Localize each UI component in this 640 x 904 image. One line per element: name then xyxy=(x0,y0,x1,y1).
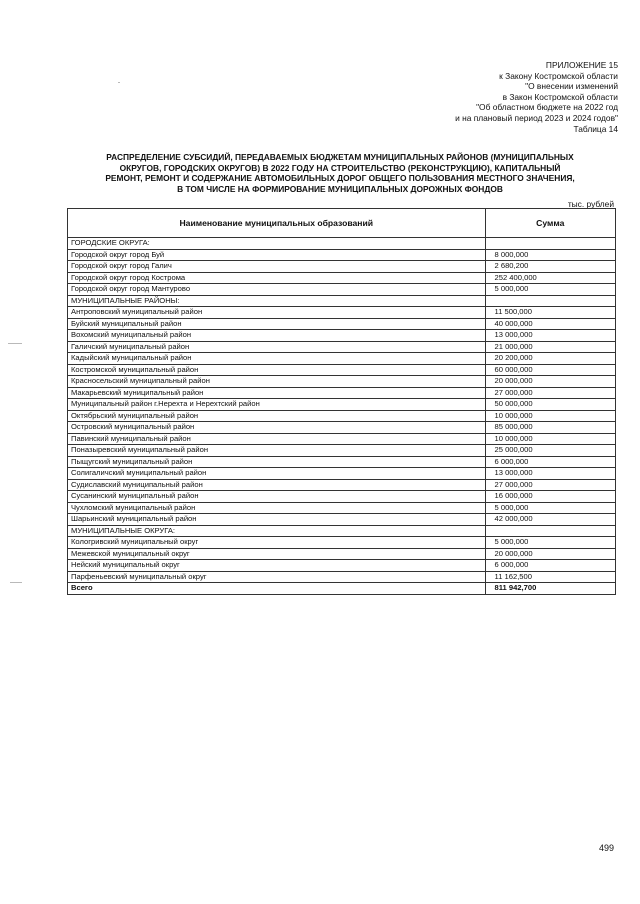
cell-sum: 27 000,000 xyxy=(485,479,615,491)
table-row xyxy=(68,514,616,526)
cell-sum: 27 000,000 xyxy=(485,387,615,399)
table-total-row xyxy=(68,583,616,595)
cell-sum: 5 000,000 xyxy=(485,284,615,296)
cell-name: Судиславский муниципальный район xyxy=(68,479,486,491)
cell-sum: 11 500,000 xyxy=(485,307,615,319)
cell-name: Кологривский муниципальный округ xyxy=(68,537,486,549)
appendix-line: ПРИЛОЖЕНИЕ 15 xyxy=(545,60,618,70)
table-section-row xyxy=(68,525,616,537)
table-row xyxy=(68,318,616,330)
cell-sum: 8 000,000 xyxy=(485,249,615,261)
cell-sum: 20 000,000 xyxy=(485,376,615,388)
table-row xyxy=(68,537,616,549)
scan-speck xyxy=(8,343,22,344)
table-row xyxy=(68,456,616,468)
cell-sum: 11 162,500 xyxy=(485,571,615,583)
cell-name: МУНИЦИПАЛЬНЫЕ ОКРУГА: xyxy=(68,525,486,537)
table-section-row xyxy=(68,295,616,307)
cell-name: Городской округ город Галич xyxy=(68,261,486,273)
page-number: 499 xyxy=(598,843,614,853)
table-row xyxy=(68,433,616,445)
title-line: ОКРУГОВ, ГОРОДСКИХ ОКРУГОВ) В 2022 ГОДУ НА СТРОИТЕЛЬСТВО (РЕКОНСТРУКЦИЮ), КАПИТАЛЬНЫЙ xyxy=(119,162,561,173)
table-section-row xyxy=(68,238,616,250)
table-row xyxy=(68,249,616,261)
appendix-line: к Закону Костромской области xyxy=(499,70,618,81)
table-row xyxy=(68,548,616,560)
table-row xyxy=(68,272,616,284)
cell-name: Антроповский муниципальный район xyxy=(68,307,486,319)
cell-name: Нейский муниципальный округ xyxy=(68,560,486,572)
units-label: тыс. рублей xyxy=(567,199,614,209)
cell-name: Поназыревский муниципальный район xyxy=(68,445,486,457)
table-row xyxy=(68,571,616,583)
table-row xyxy=(68,387,616,399)
table-row xyxy=(68,410,616,422)
appendix-line: "О внесении изменений xyxy=(525,81,618,92)
cell-name: Городской округ город Кострома xyxy=(68,272,486,284)
column-header-sum: Сумма xyxy=(485,209,615,238)
appendix-line: "Об областном бюджете на 2022 год xyxy=(476,102,618,113)
cell-sum: 13 000,000 xyxy=(485,330,615,342)
cell-name: Павинский муниципальный район xyxy=(68,433,486,445)
cell-name: Муниципальный район г.Нерехта и Нерехтский район xyxy=(68,399,486,411)
title-line: В ТОМ ЧИСЛЕ НА ФОРМИРОВАНИЕ МУНИЦИПАЛЬНЫХ ДОРОЖНЫХ ФОНДОВ xyxy=(177,183,503,194)
table-row xyxy=(68,491,616,503)
table-row xyxy=(68,502,616,514)
total-sum: 811 942,700 xyxy=(485,583,615,595)
cell-name: Парфеньевский муниципальный округ xyxy=(68,571,486,583)
cell-name: Октябрьский муниципальный район xyxy=(68,410,486,422)
cell-name: Островский муниципальный район xyxy=(68,422,486,434)
cell-name: Чухломский муниципальный район xyxy=(68,502,486,514)
cell-name: Межевской муниципальный округ xyxy=(68,548,486,560)
table-row xyxy=(68,422,616,434)
cell-name: Вохомский муниципальный район xyxy=(68,330,486,342)
cell-name: Городской округ город Мантурово xyxy=(68,284,486,296)
cell-sum: 5 000,000 xyxy=(485,502,615,514)
table-header-row xyxy=(68,209,616,238)
table-row xyxy=(68,479,616,491)
cell-sum: 252 400,000 xyxy=(485,272,615,284)
table-row xyxy=(68,341,616,353)
cell-name: Сусанинский муниципальный район xyxy=(68,491,486,503)
cell-name: Макарьевский муниципальный район xyxy=(68,387,486,399)
appendix-header xyxy=(298,60,618,134)
cell-sum: 40 000,000 xyxy=(485,318,615,330)
table-row xyxy=(68,445,616,457)
table-row xyxy=(68,284,616,296)
cell-sum: 6 000,000 xyxy=(485,456,615,468)
appendix-line: в Закон Костромской области xyxy=(502,91,618,102)
cell-name: Пыщугский муниципальный район xyxy=(68,456,486,468)
table-row xyxy=(68,307,616,319)
cell-sum: 13 000,000 xyxy=(485,468,615,480)
cell-sum xyxy=(485,238,615,250)
appendix-line: Таблица 14 xyxy=(573,123,618,134)
table-row xyxy=(68,364,616,376)
appendix-line: и на плановый период 2023 и 2024 годов" xyxy=(455,112,618,123)
cell-sum: 42 000,000 xyxy=(485,514,615,526)
cell-name: Кадыйский муниципальный район xyxy=(68,353,486,365)
cell-name: МУНИЦИПАЛЬНЫЕ РАЙОНЫ: xyxy=(68,295,486,307)
table-row xyxy=(68,399,616,411)
cell-sum: 25 000,000 xyxy=(485,445,615,457)
title-line: РЕМОНТ, РЕМОНТ И СОДЕРЖАНИЕ АВТОМОБИЛЬНЫХ ДОРОГ ОБЩЕГО ПОЛЬЗОВАНИЯ МЕСТНОГО ЗНАЧЕНИЯ, xyxy=(105,173,575,184)
cell-sum xyxy=(485,295,615,307)
table-row xyxy=(68,261,616,273)
table-row xyxy=(68,353,616,365)
cell-name: Костромской муниципальный район xyxy=(68,364,486,376)
document-title xyxy=(62,152,618,194)
scan-speck xyxy=(118,82,120,83)
cell-sum: 60 000,000 xyxy=(485,364,615,376)
cell-name: Буйский муниципальный район xyxy=(68,318,486,330)
scan-speck xyxy=(10,582,22,583)
cell-sum: 5 000,000 xyxy=(485,537,615,549)
title-line: РАСПРЕДЕЛЕНИЕ СУБСИДИЙ, ПЕРЕДАВАЕМЫХ БЮДЖЕТАМ МУНИЦИПАЛЬНЫХ РАЙОНОВ (МУНИЦИПАЛЬНЫХ xyxy=(106,152,574,162)
table-row xyxy=(68,560,616,572)
cell-name: Шарьинский муниципальный район xyxy=(68,514,486,526)
cell-sum: 10 000,000 xyxy=(485,410,615,422)
table-row xyxy=(68,376,616,388)
cell-sum: 16 000,000 xyxy=(485,491,615,503)
cell-name: Красносельский муниципальный район xyxy=(68,376,486,388)
cell-sum: 50 000,000 xyxy=(485,399,615,411)
cell-name: ГОРОДСКИЕ ОКРУГА: xyxy=(68,238,486,250)
cell-name: Солигаличский муниципальный район xyxy=(68,468,486,480)
cell-sum: 10 000,000 xyxy=(485,433,615,445)
table-row xyxy=(68,468,616,480)
cell-sum: 2 680,200 xyxy=(485,261,615,273)
cell-sum: 20 000,000 xyxy=(485,548,615,560)
cell-sum: 6 000,000 xyxy=(485,560,615,572)
column-header-name: Наименование муниципальных образований xyxy=(68,209,486,238)
cell-sum: 85 000,000 xyxy=(485,422,615,434)
total-label: Всего xyxy=(68,583,486,595)
cell-sum: 21 000,000 xyxy=(485,341,615,353)
table-body xyxy=(68,238,616,595)
cell-name: Галичский муниципальный район xyxy=(68,341,486,353)
cell-sum: 20 200,000 xyxy=(485,353,615,365)
subsidy-table xyxy=(67,208,616,595)
cell-sum xyxy=(485,525,615,537)
table-row xyxy=(68,330,616,342)
cell-name: Городской округ город Буй xyxy=(68,249,486,261)
